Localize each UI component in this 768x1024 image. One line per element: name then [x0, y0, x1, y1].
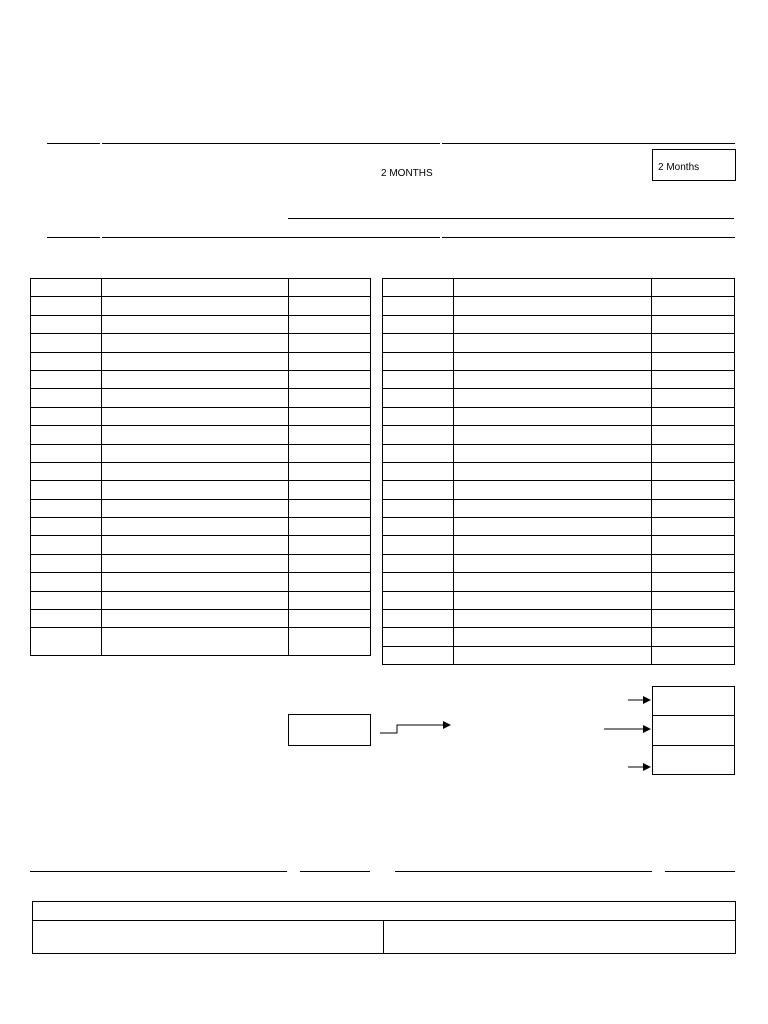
- table-cell[interactable]: [453, 370, 651, 388]
- table-cell[interactable]: [652, 628, 735, 646]
- table-cell[interactable]: [289, 610, 371, 628]
- table-row: [31, 370, 371, 388]
- table-row: [383, 315, 735, 333]
- left-total-box[interactable]: [288, 714, 371, 746]
- date-line[interactable]: [300, 871, 370, 872]
- table-cell[interactable]: [652, 554, 735, 572]
- table-cell[interactable]: [101, 389, 288, 407]
- table-cell[interactable]: [31, 315, 102, 333]
- table-cell[interactable]: [101, 499, 288, 517]
- table-cell[interactable]: [383, 297, 454, 315]
- table-row: [31, 334, 371, 352]
- bottom-box: [32, 901, 736, 954]
- table-cell[interactable]: [453, 610, 651, 628]
- table-cell[interactable]: [31, 499, 102, 517]
- table-cell[interactable]: [31, 554, 102, 572]
- result-box-1[interactable]: [652, 686, 735, 716]
- table-cell[interactable]: [101, 536, 288, 554]
- bottom-box-left-cell[interactable]: [33, 921, 383, 953]
- table-cell[interactable]: [652, 352, 735, 370]
- table-row: [31, 444, 371, 462]
- table-cell[interactable]: [101, 426, 288, 444]
- table-cell[interactable]: [453, 646, 651, 664]
- table-cell[interactable]: [652, 334, 735, 352]
- table-row: [31, 610, 371, 628]
- table-cell[interactable]: [652, 426, 735, 444]
- table-row: [383, 646, 735, 664]
- table-row: [383, 499, 735, 517]
- table-cell[interactable]: [289, 297, 371, 315]
- table-cell[interactable]: [652, 573, 735, 591]
- table-cell[interactable]: [289, 518, 371, 536]
- table-row: [31, 389, 371, 407]
- table-cell[interactable]: [31, 536, 102, 554]
- header-field-line[interactable]: [288, 218, 734, 219]
- signature-line[interactable]: [30, 871, 287, 872]
- header-bottom-rule: [442, 237, 735, 238]
- table-cell[interactable]: [101, 591, 288, 609]
- header-bottom-rule: [102, 237, 440, 238]
- table-cell[interactable]: [652, 315, 735, 333]
- table-cell[interactable]: [101, 297, 288, 315]
- signature-line[interactable]: [395, 871, 652, 872]
- table-cell[interactable]: [383, 279, 454, 297]
- table-cell[interactable]: [652, 444, 735, 462]
- table-row: [383, 426, 735, 444]
- table-cell[interactable]: [289, 426, 371, 444]
- table-cell[interactable]: [31, 334, 102, 352]
- table-cell[interactable]: [101, 444, 288, 462]
- date-line[interactable]: [665, 871, 735, 872]
- table-cell[interactable]: [383, 370, 454, 388]
- table-row: [31, 573, 371, 591]
- table-row: [383, 591, 735, 609]
- table-cell[interactable]: [383, 591, 454, 609]
- table-cell[interactable]: [289, 352, 371, 370]
- table-cell[interactable]: [652, 499, 735, 517]
- table-cell[interactable]: [453, 389, 651, 407]
- table-cell[interactable]: [31, 591, 102, 609]
- table-row: [31, 554, 371, 572]
- table-cell[interactable]: [31, 297, 102, 315]
- table-row: [383, 352, 735, 370]
- table-cell[interactable]: [652, 279, 735, 297]
- table-cell[interactable]: [289, 334, 371, 352]
- table-cell[interactable]: [383, 334, 454, 352]
- table-cell[interactable]: [31, 573, 102, 591]
- table-cell[interactable]: [31, 389, 102, 407]
- table-cell[interactable]: [453, 591, 651, 609]
- table-cell[interactable]: [453, 481, 651, 499]
- table-cell[interactable]: [101, 518, 288, 536]
- table-cell[interactable]: [453, 462, 651, 480]
- table-cell[interactable]: [652, 481, 735, 499]
- table-row: [31, 481, 371, 499]
- table-cell[interactable]: [289, 407, 371, 425]
- table-cell[interactable]: [453, 407, 651, 425]
- table-cell[interactable]: [31, 444, 102, 462]
- table-row: [383, 628, 735, 646]
- table-row: [31, 462, 371, 480]
- table-cell[interactable]: [289, 628, 371, 656]
- table-row: [383, 518, 735, 536]
- table-cell[interactable]: [289, 554, 371, 572]
- table-cell[interactable]: [31, 481, 102, 499]
- left-entry-table: [30, 278, 371, 656]
- table-cell[interactable]: [31, 518, 102, 536]
- table-cell[interactable]: [383, 481, 454, 499]
- table-row: [383, 279, 735, 297]
- result-box-3[interactable]: [652, 745, 735, 775]
- table-row: [31, 315, 371, 333]
- table-row: [31, 536, 371, 554]
- table-cell[interactable]: [289, 315, 371, 333]
- table-cell[interactable]: [289, 481, 371, 499]
- table-row: [31, 297, 371, 315]
- table-cell[interactable]: [652, 591, 735, 609]
- period-label: 2 MONTHS: [381, 168, 433, 179]
- table-cell[interactable]: [31, 407, 102, 425]
- table-cell[interactable]: [289, 499, 371, 517]
- table-cell[interactable]: [453, 279, 651, 297]
- table-cell[interactable]: [383, 389, 454, 407]
- result-box-2[interactable]: [652, 715, 735, 746]
- table-cell[interactable]: [289, 279, 371, 297]
- table-cell[interactable]: [289, 536, 371, 554]
- table-cell[interactable]: [101, 554, 288, 572]
- table-row: [383, 389, 735, 407]
- table-cell[interactable]: [453, 536, 651, 554]
- period-box[interactable]: [652, 149, 736, 181]
- table-cell[interactable]: [453, 315, 651, 333]
- table-row: [31, 426, 371, 444]
- table-cell[interactable]: [652, 462, 735, 480]
- table-cell[interactable]: [289, 444, 371, 462]
- table-cell[interactable]: [289, 389, 371, 407]
- table-cell[interactable]: [31, 628, 102, 656]
- table-cell[interactable]: [289, 573, 371, 591]
- table-cell[interactable]: [453, 554, 651, 572]
- period-box-label: 2 Months: [658, 162, 700, 173]
- table-cell[interactable]: [31, 462, 102, 480]
- table-cell[interactable]: [101, 481, 288, 499]
- table-row: [383, 407, 735, 425]
- table-row: [383, 573, 735, 591]
- table-cell[interactable]: [31, 610, 102, 628]
- table-cell[interactable]: [31, 279, 102, 297]
- table-row: [383, 334, 735, 352]
- table-row: [31, 352, 371, 370]
- table-cell[interactable]: [101, 610, 288, 628]
- carry-arrow-icon: [380, 725, 450, 733]
- table-cell[interactable]: [289, 370, 371, 388]
- table-cell[interactable]: [101, 407, 288, 425]
- table-row: [383, 554, 735, 572]
- table-cell[interactable]: [453, 518, 651, 536]
- table-cell[interactable]: [101, 462, 288, 480]
- table-cell[interactable]: [453, 334, 651, 352]
- table-row: [31, 591, 371, 609]
- table-row: [31, 628, 371, 656]
- table-cell[interactable]: [383, 610, 454, 628]
- table-cell[interactable]: [383, 315, 454, 333]
- table-cell[interactable]: [652, 646, 735, 664]
- table-cell[interactable]: [383, 554, 454, 572]
- table-cell[interactable]: [453, 499, 651, 517]
- table-cell[interactable]: [383, 646, 454, 664]
- table-cell[interactable]: [383, 536, 454, 554]
- table-row: [383, 610, 735, 628]
- table-cell[interactable]: [453, 426, 651, 444]
- table-cell[interactable]: [383, 407, 454, 425]
- table-row: [383, 462, 735, 480]
- table-cell[interactable]: [101, 352, 288, 370]
- table-cell[interactable]: [383, 573, 454, 591]
- table-cell[interactable]: [289, 591, 371, 609]
- table-cell[interactable]: [652, 370, 735, 388]
- table-cell[interactable]: [101, 370, 288, 388]
- table-row: [383, 297, 735, 315]
- table-cell[interactable]: [101, 279, 288, 297]
- table-cell[interactable]: [652, 518, 735, 536]
- table-row: [31, 518, 371, 536]
- header-top-rule: [102, 143, 440, 144]
- table-row: [383, 370, 735, 388]
- right-entry-table: [382, 278, 735, 665]
- table-cell[interactable]: [101, 315, 288, 333]
- table-row: [383, 444, 735, 462]
- table-cell[interactable]: [453, 628, 651, 646]
- table-cell[interactable]: [652, 407, 735, 425]
- table-cell[interactable]: [652, 610, 735, 628]
- table-cell[interactable]: [31, 426, 102, 444]
- table-cell[interactable]: [453, 352, 651, 370]
- table-cell[interactable]: [101, 573, 288, 591]
- bottom-box-right-cell[interactable]: [384, 921, 735, 953]
- table-cell[interactable]: [383, 444, 454, 462]
- table-cell[interactable]: [453, 297, 651, 315]
- table-cell[interactable]: [383, 426, 454, 444]
- table-cell[interactable]: [652, 389, 735, 407]
- table-row: [31, 279, 371, 297]
- table-cell[interactable]: [453, 573, 651, 591]
- header-bottom-rule: [47, 237, 100, 238]
- table-row: [31, 407, 371, 425]
- header-top-rule: [47, 143, 100, 144]
- table-cell[interactable]: [31, 352, 102, 370]
- bottom-box-header-row: [33, 902, 735, 921]
- header-top-rule: [442, 143, 735, 144]
- table-row: [383, 481, 735, 499]
- table-cell[interactable]: [383, 352, 454, 370]
- table-cell[interactable]: [101, 334, 288, 352]
- table-cell[interactable]: [652, 536, 735, 554]
- table-cell[interactable]: [383, 462, 454, 480]
- table-row: [31, 499, 371, 517]
- table-cell[interactable]: [31, 370, 102, 388]
- table-cell[interactable]: [383, 499, 454, 517]
- table-cell[interactable]: [652, 297, 735, 315]
- table-cell[interactable]: [101, 628, 288, 656]
- table-cell[interactable]: [289, 462, 371, 480]
- table-cell[interactable]: [453, 444, 651, 462]
- table-cell[interactable]: [383, 518, 454, 536]
- table-row: [383, 536, 735, 554]
- table-cell[interactable]: [383, 628, 454, 646]
